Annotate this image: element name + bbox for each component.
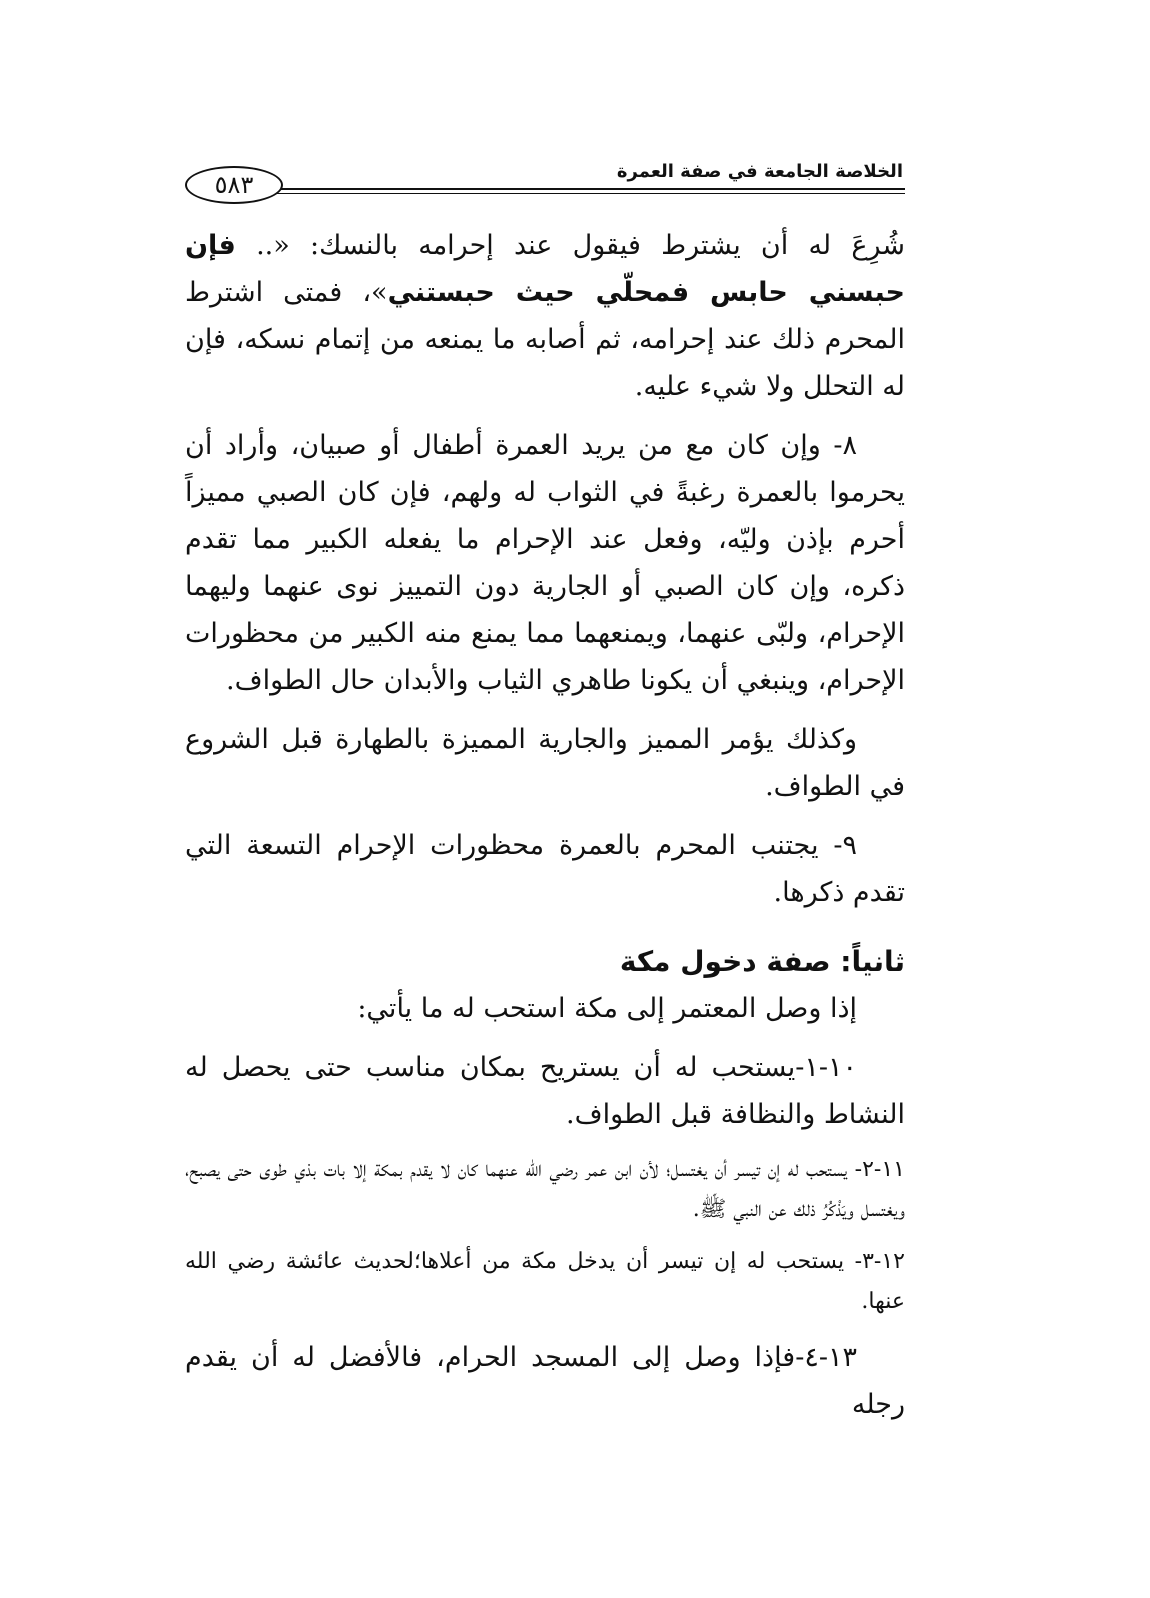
body-text [185, 222, 905, 1428]
paragraph-entering: ١٢-٣- يستحب له إن تيسر أن يدخل مكة من أعلاها؛لحديث عائشة رضي الله عنها. [185, 1249, 905, 1314]
running-title: الخلاصة الجامعة في صفة العمرة [616, 161, 903, 182]
page-number: ٥٨٣ [185, 166, 283, 204]
paragraph-intro: إذا وصل المعتمر إلى مكة استحب له ما يأتي: [357, 993, 857, 1024]
header-rule [275, 188, 905, 190]
paragraph-condition-end: »، فمتى اشترط المحرم ذلك عند إحرامه، ثم أصابه ما يمنعه من إتمام نسكه، فإن له التحلل ولا شيء عليه. [185, 277, 905, 402]
paragraph-condition [185, 222, 905, 410]
running-header [185, 160, 905, 206]
paragraph-mosque: ١٣-٤-فإذا وصل إلى المسجد الحرام، فالأفضل له أن يقدم رجله [185, 1342, 905, 1420]
paragraph-prohibitions: ٩- يجتنب المحرم بالعمرة محظورات الإحرام التسعة التي تقدم ذكرها. [185, 830, 905, 908]
header-rule-thin [275, 193, 905, 194]
paragraph-condition-start: شُرِعَ له أن يشترط فيقول عند إحرامه بالنسك: «.. [235, 230, 905, 261]
paragraph-purification: وكذلك يؤمر المميز والجارية المميزة بالطهارة قبل الشروع في الطواف. [185, 724, 905, 802]
paragraph-rest: ١٠-١-يستحب له أن يستريح بمكان مناسب حتى يحصل له النشاط والنظافة قبل الطواف. [185, 1052, 905, 1130]
hadith-quote: فإن حبسني حابس فمحلّي حيث حبستني [185, 230, 905, 308]
paragraph-children: ٨- وإن كان مع من يريد العمرة أطفال أو صبيان، وأراد أن يحرموا بالعمرة رغبةً في الثواب له ولهم، فإن كان الصبي مميزاً أحرم بإذن وليّه، وفعل عند الإحرام ما يفعله الكبير مما تقدم ذكره، وإن كان الصبي أو الجارية دون التمييز نوى عنهما وليهما الإحرام، ولبّى عنهما، ويمنعهما مما يمنع منه الكبير من محظورات الإحرام، وينبغي أن يكونا طاهري الثياب والأبدان حال الطواف. [185, 430, 905, 696]
paragraph-bathing: ١١-٢- يستحب له إن تيسر أن يغتسل؛ لأن ابن عمر رضي الله عنهما كان لا يقدم بمكة إلا بات بذي طوى حتى يصبح، ويغتسل ويَذْكُرُ ذلك عن النبي ﷺ. [185, 1157, 905, 1222]
section-heading: ثانياً: صفة دخول مكة [619, 945, 905, 978]
